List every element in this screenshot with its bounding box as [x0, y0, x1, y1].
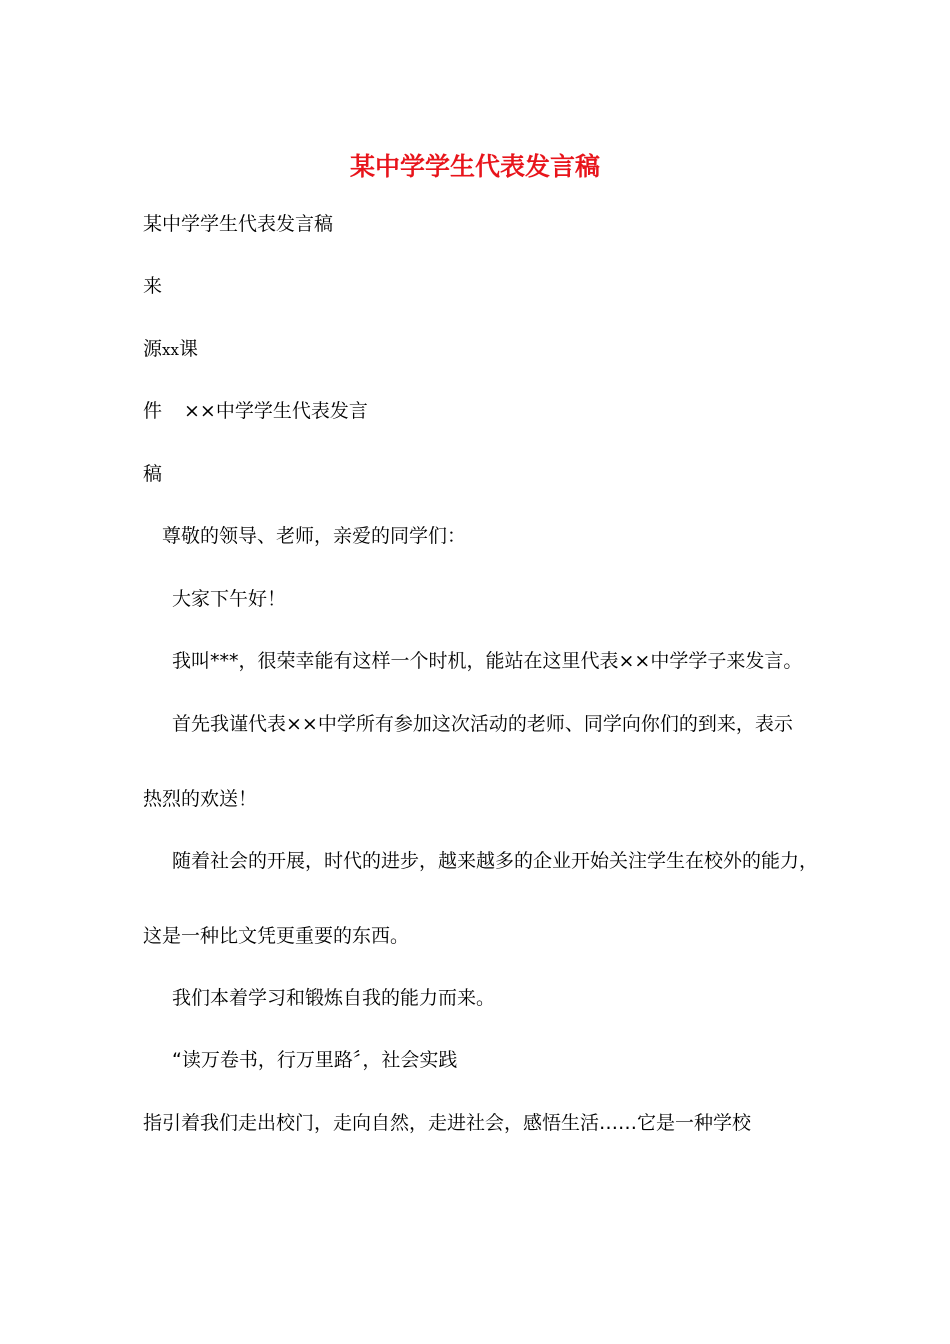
- body-text: 课: [178, 338, 198, 360]
- salutation: 尊敬的领导、老师，亲爱的同学们：: [162, 525, 467, 547]
- paragraph-line: 热烈的欢送！: [143, 788, 258, 810]
- paragraph-line: “读万卷书，行万里路〞，社会实践: [172, 1049, 458, 1071]
- body-text: 源: [143, 338, 163, 360]
- body-line: 来: [143, 275, 163, 297]
- paragraph-line: 我叫***，很荣幸能有这样一个时机，能站在这里代表××中学学子来发言。: [172, 650, 803, 672]
- document-title: 某中学学生代表发言稿: [349, 152, 600, 181]
- body-line: [143, 336, 198, 363]
- body-line: [143, 398, 368, 424]
- body-text: 件: [143, 400, 163, 422]
- body-text-latin: xx: [162, 341, 179, 359]
- paragraph-line: 指引着我们走出校门，走向自然，走进社会，感悟生活……它是一种学校: [143, 1112, 752, 1134]
- body-line: 稿: [143, 463, 163, 485]
- greeting: 大家下午好！: [172, 588, 287, 610]
- body-text: ××中学学生代表发言: [184, 400, 368, 422]
- paragraph-line: 这是一种比文凭更重要的东西。: [143, 925, 410, 947]
- paragraph-line: 我们本着学习和锻炼自我的能力而来。: [172, 987, 496, 1009]
- paragraph-line: 首先我谨代表××中学所有参加这次活动的老师、同学向你们的到来，表示: [172, 713, 793, 735]
- body-line-subtitle: 某中学学生代表发言稿: [143, 213, 334, 235]
- paragraph-line: 随着社会的开展，时代的进步，越来越多的企业开始关注学生在校外的能力，: [172, 850, 819, 872]
